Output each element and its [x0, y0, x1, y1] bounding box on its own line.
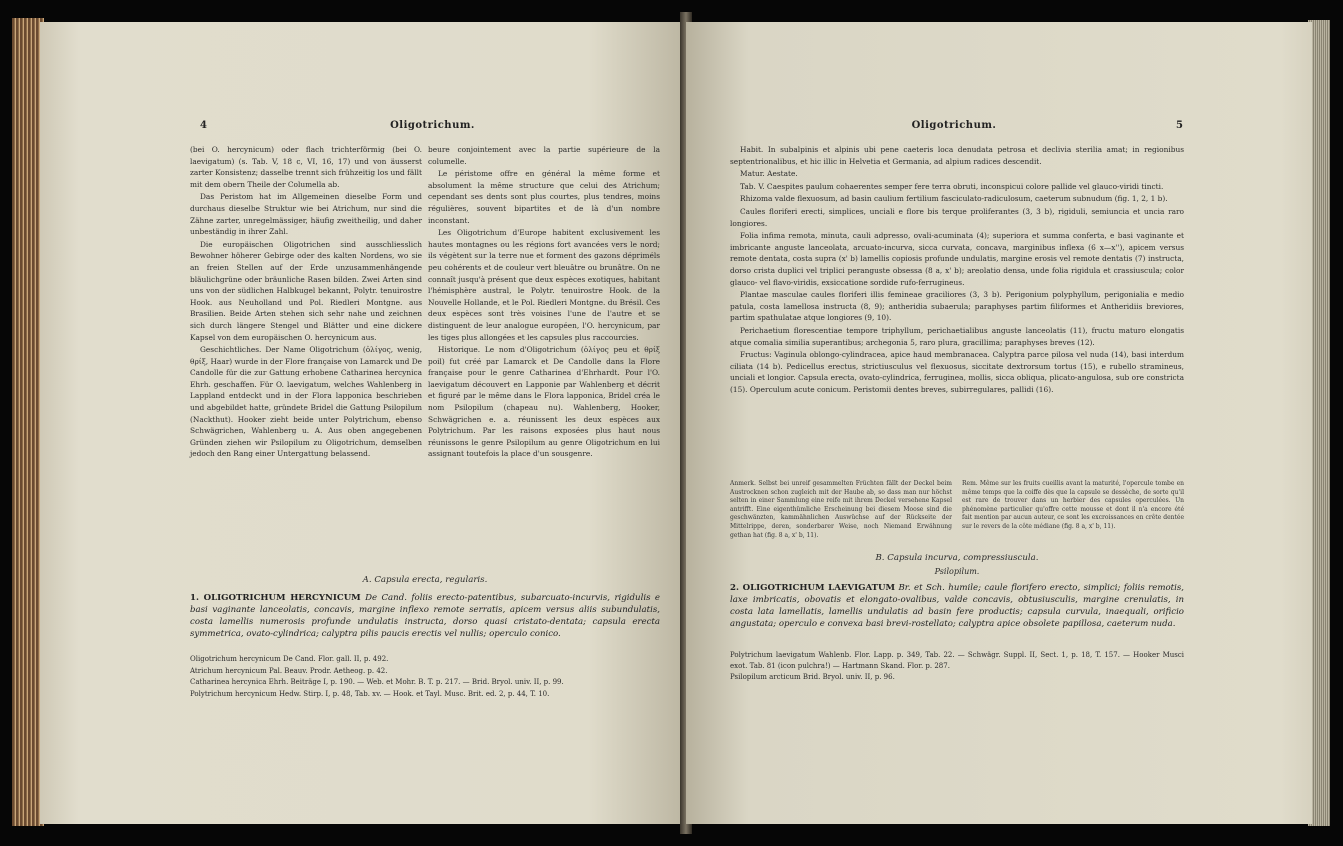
- right-paragraph: Habit. In subalpinis et alpinis ubi pene caeteris loca denudata petrosa et declivia sterilia amat; in regionibus septentrionalibus, et hic illic in Helvetia et Germania, ad alpium radices descendit.: [730, 145, 1184, 166]
- subsection-psilopilum: Psilopilum.: [934, 567, 980, 576]
- french-paragraph: Le péristome offre en général la même forme et absolument la même structure que celui des Atrichum; cependant ses dents sont plus courtes, plus tendres, moins régulières, souvent bipartites et de là d'un nombre inconstant.: [428, 169, 660, 225]
- german-paragraph: Das Peristom hat im Allgemeinen dieselbe Form und durchaus dieselbe Struktur wie bei Atrichum, nur sind die Zähne zarter, unregelmässiger, häufig zweitheilig, und daher unbeständig in ihrer Zahl.: [190, 192, 422, 237]
- reference-line: Atrichum hercynicum Pal. Beauv. Prodr. Aetheog. p. 42.: [190, 666, 388, 675]
- reference-line: Polytrichum hercynicum Hedw. Stirp. I, p. 48, Tab. xv. — Hook. et Tayl. Musc. Brit. ed. 2, p. 44, T. 10.: [190, 689, 550, 698]
- reference-line: Polytrichum laevigatum Wahlenb. Flor. Lapp. p. 349, Tab. 22. — Schwägr. Suppl. II, Sect. 1, p. 18, T. 157. — Hooker Musci exot. Tab. 81 (icon pulchra!) — Hartmann Skand. Flor. p. 287.: [730, 651, 1184, 670]
- french-column: [428, 144, 660, 461]
- german-column: [190, 144, 422, 461]
- right-paragraph: Tab. V. Caespites paulum cohaerentes semper fere terra obruti, inconspicui colore pallide vel glauco-viridi tincti.: [740, 181, 1164, 191]
- right-page-number: 5: [1176, 120, 1184, 131]
- right-paragraph: Plantae masculae caules floriferi illis femineae graciliores (3, 3 b). Perigonium polyphyllum, perigonialia e medio patula, costa lamellosa instructa (8, 9); antheridia subaerula; paraphyses partim filiformes et Antheridiis breviores, partim spathulatae atque longiores (9, 10).: [730, 290, 1184, 323]
- species-2-references: [730, 650, 1184, 684]
- right-running-title: Oligotrichum.: [911, 120, 997, 131]
- left-page-number: 4: [200, 120, 208, 131]
- reference-line: Oligotrichum hercynicum De Cand. Flor. gall. II, p. 492.: [190, 655, 389, 663]
- species-1-title: 1. OLIGOTRICHUM HERCYNICUM: [190, 593, 361, 603]
- german-paragraph: Die europäischen Oligotrichen sind ausschliesslich Bewohner höherer Gebirge oder des kalten Nordens, wo sie an freien Stellen auf der Erde unzusammenhängende bläulichgrüne oder bräunliche Rasen bilden. Zwei Arten sind uns von der südlichen Halbkugel bekannt, Polytr. tenuirostre Hook. aus Neuholland und Pol. Riedleri Montgne. aus Brasilien. Beide Arten stehen sich sehr nahe und zeichnen sich durch längere Stengel und Blätter und eine dickere Kapsel von dem europäischen O. hercynicum aus.: [190, 239, 422, 342]
- french-paragraph: Historique. Le nom d'Oligotrichum (ὀλίγος peu et θρίξ poil) fut créé par Lamarck et De Candolle dans la Flore française pour le genre Catharinea d'Ehrhardt. Pour l'O. laevigatum découvert en Lapponie par Wahlenberg et décrit et figuré par le même dans le Flora lapponica, Bridel créa le nom Psilopilum (chapeau nu). Wahlenberg, Hooker, Schwägrichen e. a. réunissent les deux espèces aux Polytrichum. Par les raisons exposées plus haut nous réunissons le genre Psilopilum au genre Oligotrichum en lui assignant toutefois la place d'un sousgenre.: [428, 345, 660, 459]
- left-page: [40, 22, 685, 824]
- french-paragraph: beure conjointement avec la partie supérieure de la columelle.: [428, 145, 660, 166]
- footnote-german: Anmerk. Selbst bei unreif gesammelten Früchten fällt der Deckel beim Austrocknen schon zugleich mit der Haube ab, so dass man nur höchst selten in einer Sammlung eine reife mit ihrem Deckel versehene Kapsel antrifft. Eine eigenthümliche Erscheinung bei diesem Moose sind die geschwänzten, kammähnlichen Auswüchse auf der Rückseite der Mittelrippe, deren, sonderbarer Weise, noch Niemand Erwähnung gethan hat (fig. 8 a, x' b, 11).: [730, 480, 952, 539]
- french-paragraph: Les Oligotrichum d'Europe habitent exclusivement les hautes montagnes ou les régions fort avancées vers le nord; ils végètent sur la terre nue et forment des gazons dépriméls peu cohérents et de couleur vert bleuâtre ou brunâtre. On ne connaît jusqu'à présent que deux espèces exotiques, habitant l'hémisphère austral, le Polytr. tenuirostre Hook. de la Nouvelle Hollande, et le Pol. Riedleri Montgne. du Brésil. Ces deux espèces sont très voisines l'une de l'autre et se distinguent de leur analogue européen, l'O. hercynicum, par les tiges plus allongées et les capsules plus raccourcies.: [428, 228, 660, 342]
- species-1-references: [190, 654, 660, 700]
- right-paragraph: Rhizoma valde flexuosum, ad basin caulium fertilium fasciculato-radiculosum, caeterum subnudum (fig. 1, 2, 1 b).: [740, 194, 1168, 204]
- reference-line: Psilopilum arcticum Brid. Bryol. univ. II, p. 96.: [730, 673, 895, 681]
- left-running-head: [40, 120, 685, 140]
- reference-line: Catharinea hercynica Ehrh. Beiträge I, p. 190. — Web. et Mohr. B. T. p. 217. — Brid. Bryol. univ. II, p. 99.: [190, 678, 564, 686]
- right-paragraph: Folia infima remota, minuta, cauli adpresso, ovali-acuminata (4); superiora et summa conferta, e basi vaginante et imbricante anguste lanceolata, arcuato-incurva, sicca curvata, concava, marginibus inflexa (6 x—x''), apicem versus remote dentata, costa supra (x' b) lamellis copiosis profunde undulatis, margine erosis vel remote dentatis (7) instructa, dorso crista duplici vel triplici peranguste obsessa (8 a, x' b); areolatio densa, unde folia rigidula et crassiuscula; color glauco- vel flavo-viridis, exsiccatione sordide rufo-ferrugineus.: [730, 231, 1184, 287]
- species-2-diagnosis: Br. et Sch. humile; caule florifero erecto, simplici; foliis remotis, laxe imbricatis, obovatis et elongato-ovalibus, valde concavis, obtusiusculis, margine crenulatis, in costa lata lamellatis, lamellis undulatis ad basin fere productis; capsula curvula, inaequali, orificio angustata; operculo e convexa basi brevi-rostellato; calyptra apice obsolete papillosa, caeterum nuda.: [730, 583, 1184, 629]
- right-paragraph: Perichaetium florescentiae tempore triphyllum, perichaetialibus anguste lanceolatis (11), fructu maturo elongatis atque comalia similia superantibus; archegonia 5, raro plura, gracillima; paraphyses breves (12).: [730, 325, 1184, 347]
- right-paragraph: Fructus: Vaginula oblongo-cylindracea, apice haud membranacea. Calyptra parce pilosa vel nuda (14), basi interdum ciliata (14 b). Pedicellus erectus, strictiusculus vel flexuosus, siccitate dextrorsum tortus (15), e rubello stramineus, unciali et longior. Capsula erecta, ovato-cylindrica, ferruginea, mollis, sicca obliqua, plicato-angulosa, sub ore constricta (15). Operculum acute conicum. Peristomii dentes breves, subirregulares, pallidi (16).: [730, 350, 1184, 394]
- species-1-diagnosis: De Cand. foliis erecto-patentibus, subarcuato-incurvis, rigidulis e basi vaginante lanceolatis, concavis, margine inflexo remote serratis, apicem versus aliis subundulatis, costa lamellis numerosis profunde undulatis instructa, dorso quasi cristato-dentata; capsula erecta symmetrica, ovato-cylindrica; calyptra pilis paucis erectis vel nullis; operculo conico.: [190, 593, 660, 639]
- right-page: [686, 22, 1312, 824]
- right-running-head: [686, 120, 1312, 140]
- species-2-block: [730, 582, 1184, 630]
- right-paragraph: Caules floriferi erecti, simplices, unciali e flore bis terque proliferantes (3, 3 b), rigiduli, semiuncia et uncia raro longiores.: [730, 206, 1184, 228]
- left-running-title: Oligotrichum.: [390, 120, 475, 131]
- right-main-text: [730, 144, 1184, 396]
- german-paragraph: Geschichtliches. Der Name Oligotrichum (ὀλίγος, wenig, θρίξ, Haar) wurde in der Flore française von Lamarck und De Candolle für die zur Gattung erhobene Catharinea hercynica Ehrh. geschaffen. Für O. laevigatum, welches Wahlenberg in Lappland entdeckt und in der Flora lapponica beschrieben und abgebildet hatte, gründete Bridel die Gattung Psilopilum (Nackthut). Hooker zieht beide unter Polytrichum, ebenso Schwägrichen, Wahlenberg u. A. Aus oben angegebenen Gründen ziehen wir Psilopilum zu Oligotrichum, demselben jedoch den Rang einer Untergattung belassend.: [190, 345, 422, 459]
- species-1-block: [190, 592, 660, 640]
- right-paragraph: Matur. Aestate.: [740, 169, 798, 179]
- german-paragraph: (bei O. hercynicum) oder flach trichterförmig (bei O. laevigatum) (s. Tab. V, 18 c, VI, 16, 17) und von äusserst zarter Konsistenz; dasselbe trennt sich frühzeitig los und fällt mit dem obern Theile der Columella ab.: [190, 145, 422, 189]
- footnote-french: Rem. Même sur les fruits cueillis avant la maturité, l'opercule tombe en même temps que la coiffe dès que la capsule se dessèche, de sorte qu'il est rare de trouver dans un herbier des capsules operculées. Un phénomène particulier qu'offre cette mousse et dont il n'a encore été fait mention par aucun auteur, ce sont les excroissances en crête dentée sur le revers de la côte médiane (fig. 8 a, x' b, 11).: [962, 480, 1184, 530]
- species-2-title: 2. OLIGOTRICHUM LAEVIGATUM: [730, 583, 896, 593]
- section-heading-b: B. Capsula incurva, compressiuscula.: [875, 553, 1039, 563]
- section-heading-a: A. Capsula erecta, regularis.: [362, 575, 488, 585]
